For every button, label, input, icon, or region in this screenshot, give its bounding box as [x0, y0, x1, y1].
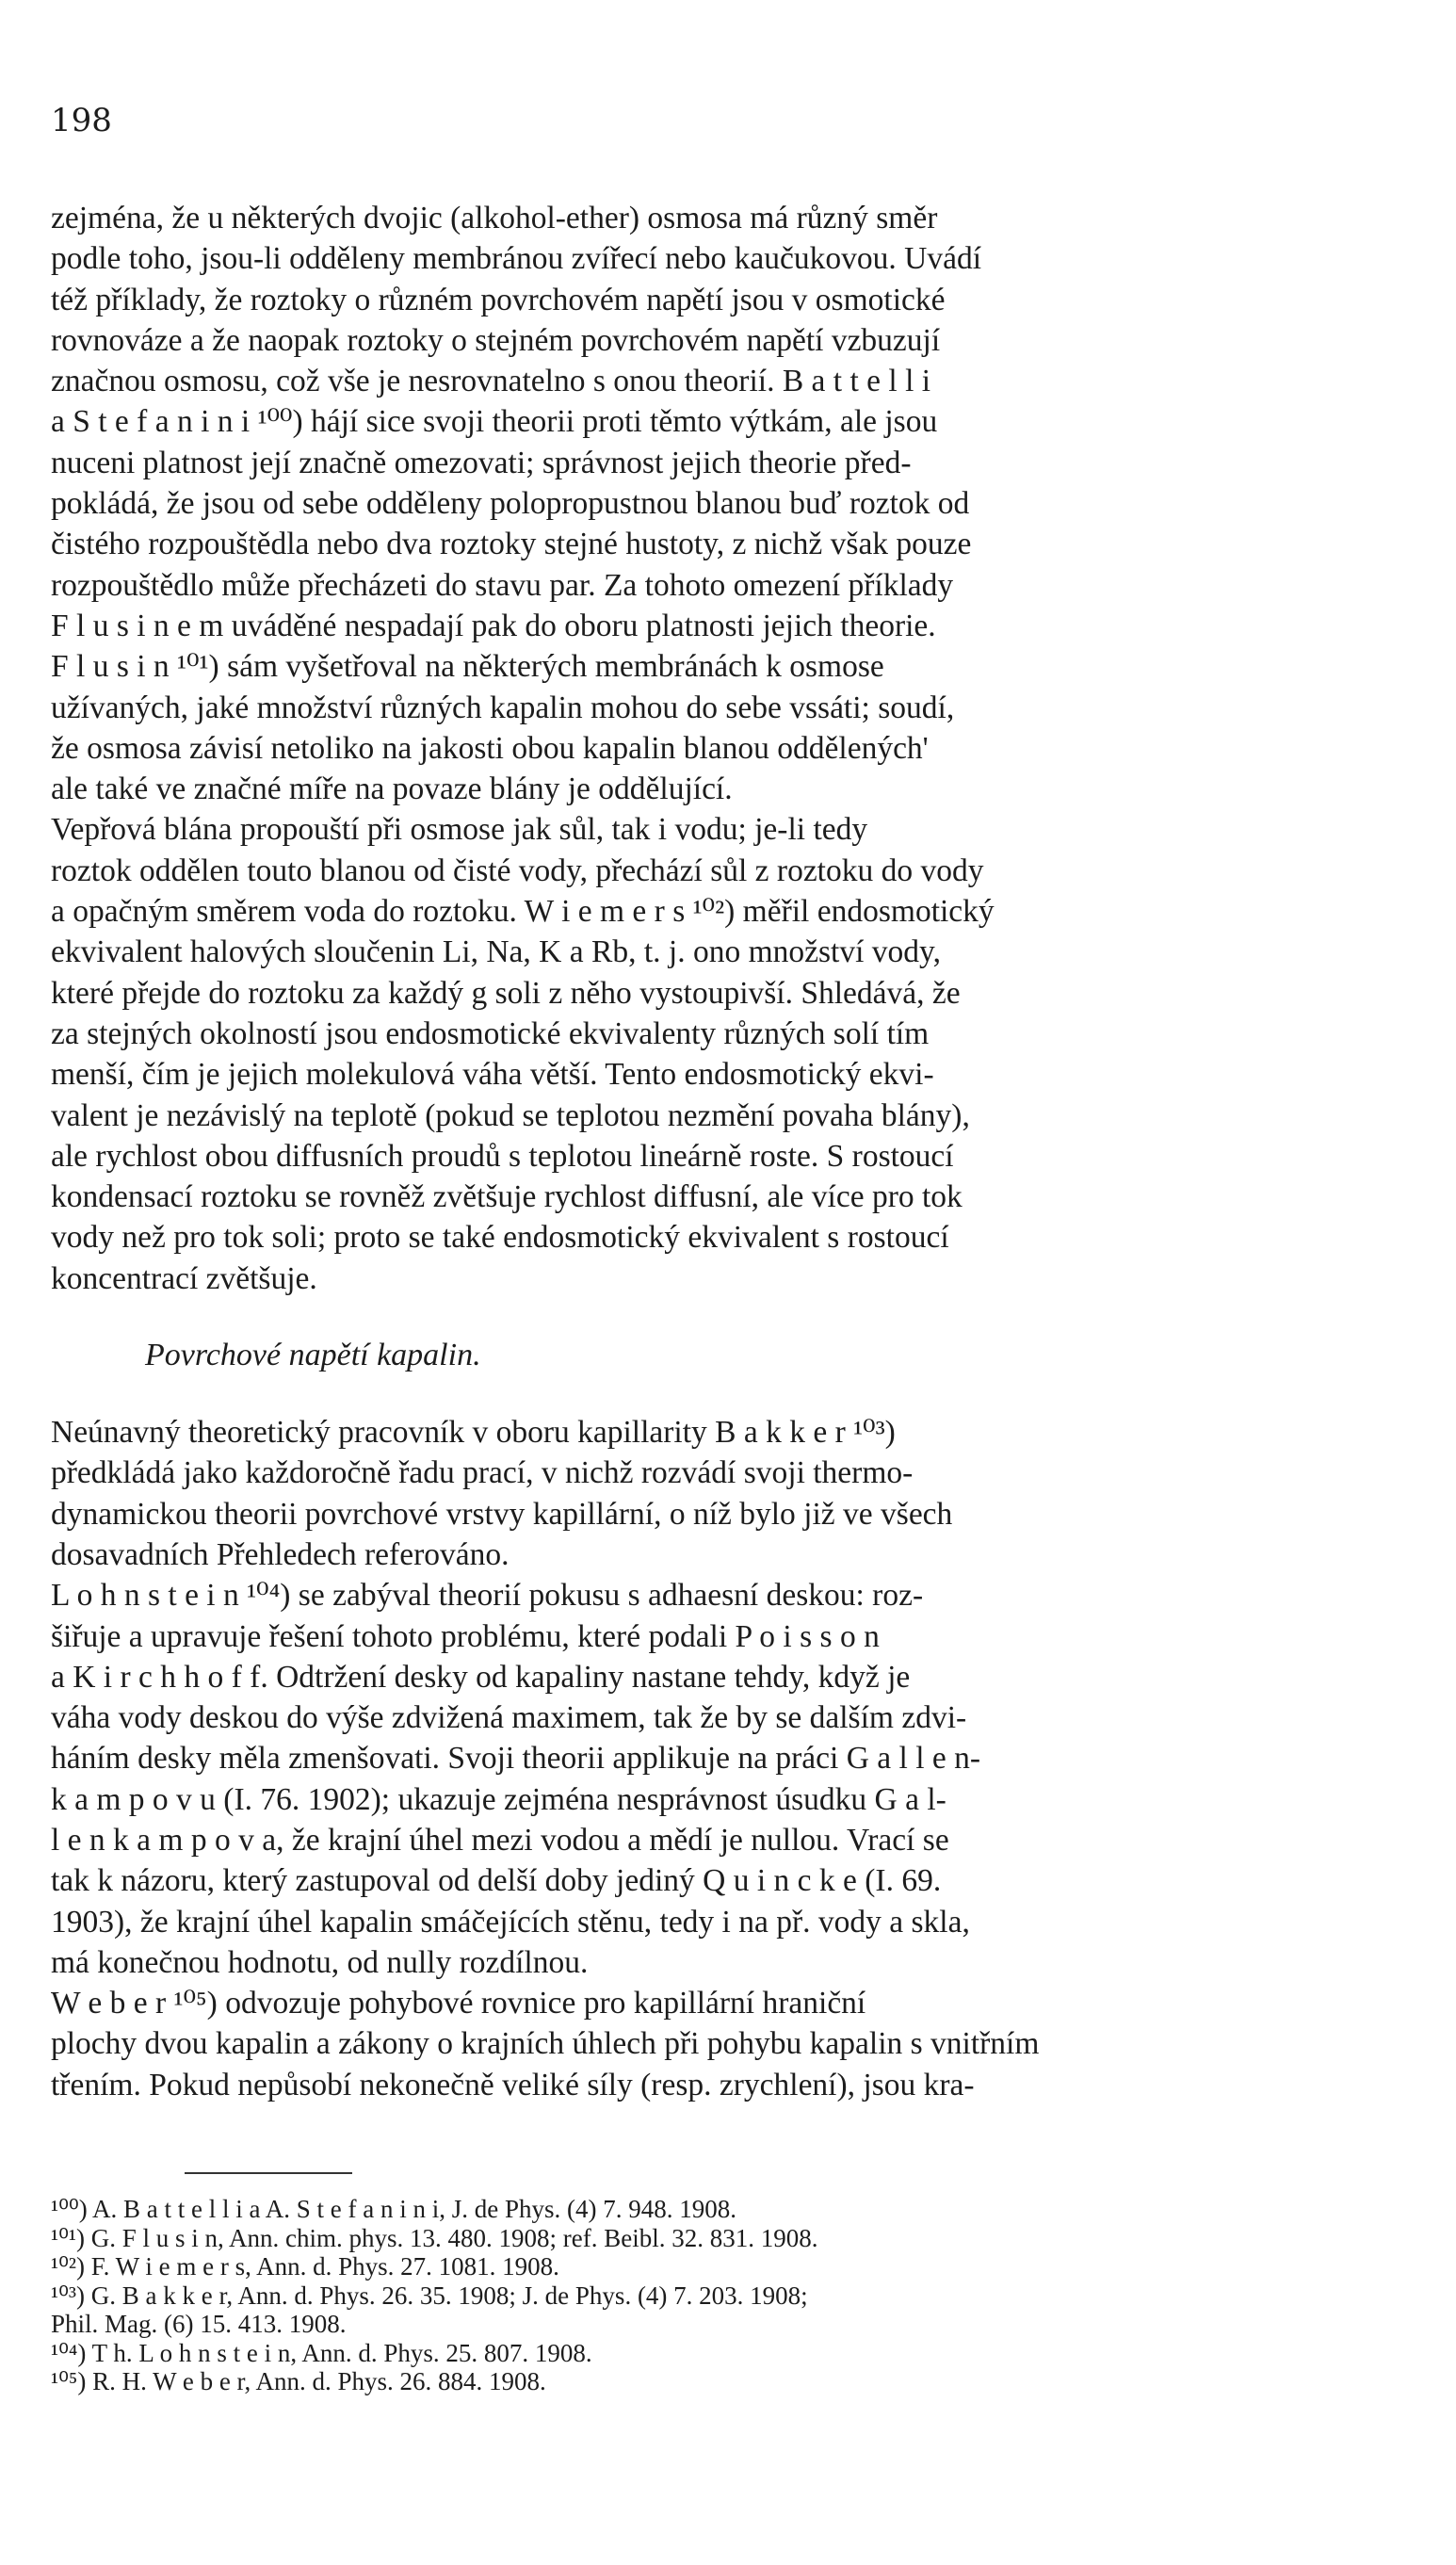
- footnote: ¹⁰²) F. W i e m e r s, Ann. d. Phys. 27. 1081. 1908.: [51, 2252, 559, 2281]
- page-number: 198: [51, 102, 112, 139]
- text-line: značnou osmosu, což vše je nesrovnatelno s onou theorií. B a t t e l l i: [51, 364, 931, 399]
- text-line: podle toho, jsou-li odděleny membránou zvířecí nebo kaučukovou. Uvádí: [51, 241, 982, 277]
- text-line: má konečnou hodnotu, od nully rozdílnou.: [51, 1944, 589, 1980]
- footnotes: [51, 2195, 1407, 2396]
- footnote: Phil. Mag. (6) 15. 413. 1908.: [51, 2310, 347, 2338]
- text-line: rovnováze a že naopak roztoky o stejném povrchovém napětí vzbuzují: [51, 322, 941, 358]
- text-line: dosavadních Přehledech referováno.: [51, 1536, 510, 1572]
- text-line: čistého rozpouštědla nebo dva roztoky stejné hustoty, z nichž však pouze: [51, 527, 972, 562]
- main-text: [51, 198, 1407, 2105]
- text-line: kondensací roztoku se rovněž zvětšuje rychlost diffusní, ale více pro tok: [51, 1179, 963, 1215]
- footnote-rule: [185, 2172, 352, 2174]
- text-line: l e n k a m p o v a, že krajní úhel mezi vodou a mědí je nullou. Vrací se: [51, 1822, 949, 1858]
- text-line: W e b e r ¹⁰⁵) odvozuje pohybové rovnice pro kapillární hraniční: [51, 1986, 866, 2021]
- text-line: třením. Pokud nepůsobí nekonečně veliké síly (resp. zrychlení), jsou kra-: [51, 2067, 975, 2102]
- text-line: pokládá, že jsou od sebe odděleny polopropustnou blanou buď roztok od: [51, 486, 970, 522]
- text-line: předkládá jako každoročně řadu prací, v nichž rozvádí svoji thermo-: [51, 1455, 914, 1491]
- text-line: menší, čím je jejich molekulová váha větší. Tento endosmotický ekvi-: [51, 1057, 934, 1093]
- text-line: roztok oddělen touto blanou od čisté vody, přechází sůl z roztoku do vody: [51, 852, 984, 888]
- text-line: ale také ve značné míře na povaze blány je oddělující.: [51, 771, 733, 807]
- text-line: váha vody deskou do výše zdvižená maximem, tak že by se dalším zdvi-: [51, 1700, 967, 1736]
- footnote: ¹⁰⁰) A. B a t t e l l i a A. S t e f a n i n i, J. de Phys. (4) 7. 948. 1908.: [51, 2195, 736, 2223]
- text-line: plochy dvou kapalin a zákony o krajních úhlech při pohybu kapalin s vnitřním: [51, 2026, 1040, 2062]
- text-line: šiřuje a upravuje řešení tohoto problému, které podali P o i s s o n: [51, 1618, 880, 1654]
- text-line: rozpouštědlo může přecházeti do stavu par. Za tohoto omezení příklady: [51, 567, 954, 603]
- text-line: vody než pro tok soli; proto se také endosmotický ekvivalent s rostoucí: [51, 1220, 949, 1256]
- text-line: tak k názoru, který zastupoval od delší doby jediný Q u i n c k e (I. 69.: [51, 1863, 942, 1899]
- text-line: též příklady, že roztoky o různém povrchovém napětí jsou v osmotické: [51, 282, 946, 317]
- text-line: k a m p o v u (I. 76. 1902); ukazuje zejména nesprávnost úsudku G a l-: [51, 1781, 946, 1817]
- text-line: 1903), že krajní úhel kapalin smáčejících stěnu, tedy i na př. vody a skla,: [51, 1904, 970, 1940]
- footnote: ¹⁰⁴) T h. L o h n s t e i n, Ann. d. Phys. 25. 807. 1908.: [51, 2338, 592, 2367]
- text-line: L o h n s t e i n ¹⁰⁴) se zabýval theorií pokusu s adhaesní deskou: roz-: [51, 1578, 924, 1614]
- text-line: ale rychlost obou diffusních proudů s teplotou lineárně roste. S rostoucí: [51, 1138, 954, 1174]
- text-line: ekvivalent halových sloučenin Li, Na, K a Rb, t. j. ono množství vody,: [51, 934, 941, 970]
- text-line: Neúnavný theoretický pracovník v oboru kapillarity B a k k e r ¹⁰³): [51, 1415, 896, 1451]
- text-line: a opačným směrem voda do roztoku. W i e m e r s ¹⁰²) měřil endosmotický: [51, 894, 995, 930]
- text-line: valent je nezávislý na teplotě (pokud se teplotou nezmění povaha blány),: [51, 1097, 970, 1133]
- section-heading: Povrchové napětí kapalin.: [145, 1338, 481, 1373]
- text-line: háním desky měla zmenšovati. Svoji theorii applikuje na práci G a l l e n-: [51, 1741, 981, 1777]
- text-line: které přejde do roztoku za každý g soli z něho vystoupivší. Shledává, že: [51, 975, 961, 1011]
- text-line: koncentrací zvětšuje.: [51, 1260, 317, 1296]
- text-line: a K i r c h h o f f. Odtržení desky od kapaliny nastane tehdy, když je: [51, 1659, 911, 1695]
- text-line: užívaných, jaké množství různých kapalin mohou do sebe vssáti; soudí,: [51, 690, 955, 725]
- text-line: F l u s i n ¹⁰¹) sám vyšetřoval na některých membránách k osmose: [51, 649, 884, 685]
- text-line: a S t e f a n i n i ¹⁰⁰) hájí sice svoji theorii proti těmto výtkám, ale jsou: [51, 404, 938, 440]
- text-line: nuceni platnost její značně omezovati; správnost jejich theorie před-: [51, 445, 912, 480]
- text-line: Vepřová blána propouští při osmose jak sůl, tak i vodu; je-li tedy: [51, 812, 868, 848]
- footnote: ¹⁰⁵) R. H. W e b e r, Ann. d. Phys. 26. 884. 1908.: [51, 2367, 546, 2395]
- text-line: F l u s i n e m uváděné nespadají pak do oboru platnosti jejich theorie.: [51, 608, 936, 643]
- text-line: dynamickou theorii povrchové vrstvy kapillární, o níž bylo již ve všech: [51, 1496, 953, 1532]
- text-line: zejména, že u některých dvojic (alkohol-ether) osmosa má různý směr: [51, 201, 938, 235]
- footnote: ¹⁰³) G. B a k k e r, Ann. d. Phys. 26. 35. 1908; J. de Phys. (4) 7. 203. 1908;: [51, 2281, 808, 2310]
- text-line: za stejných okolností jsou endosmotické ekvivalenty různých solí tím: [51, 1015, 930, 1051]
- footnote: ¹⁰¹) G. F l u s i n, Ann. chim. phys. 13. 480. 1908; ref. Beibl. 32. 831. 1908.: [51, 2223, 818, 2252]
- text-line: že osmosa závisí netoliko na jakosti obou kapalin blanou oddělených': [51, 730, 929, 766]
